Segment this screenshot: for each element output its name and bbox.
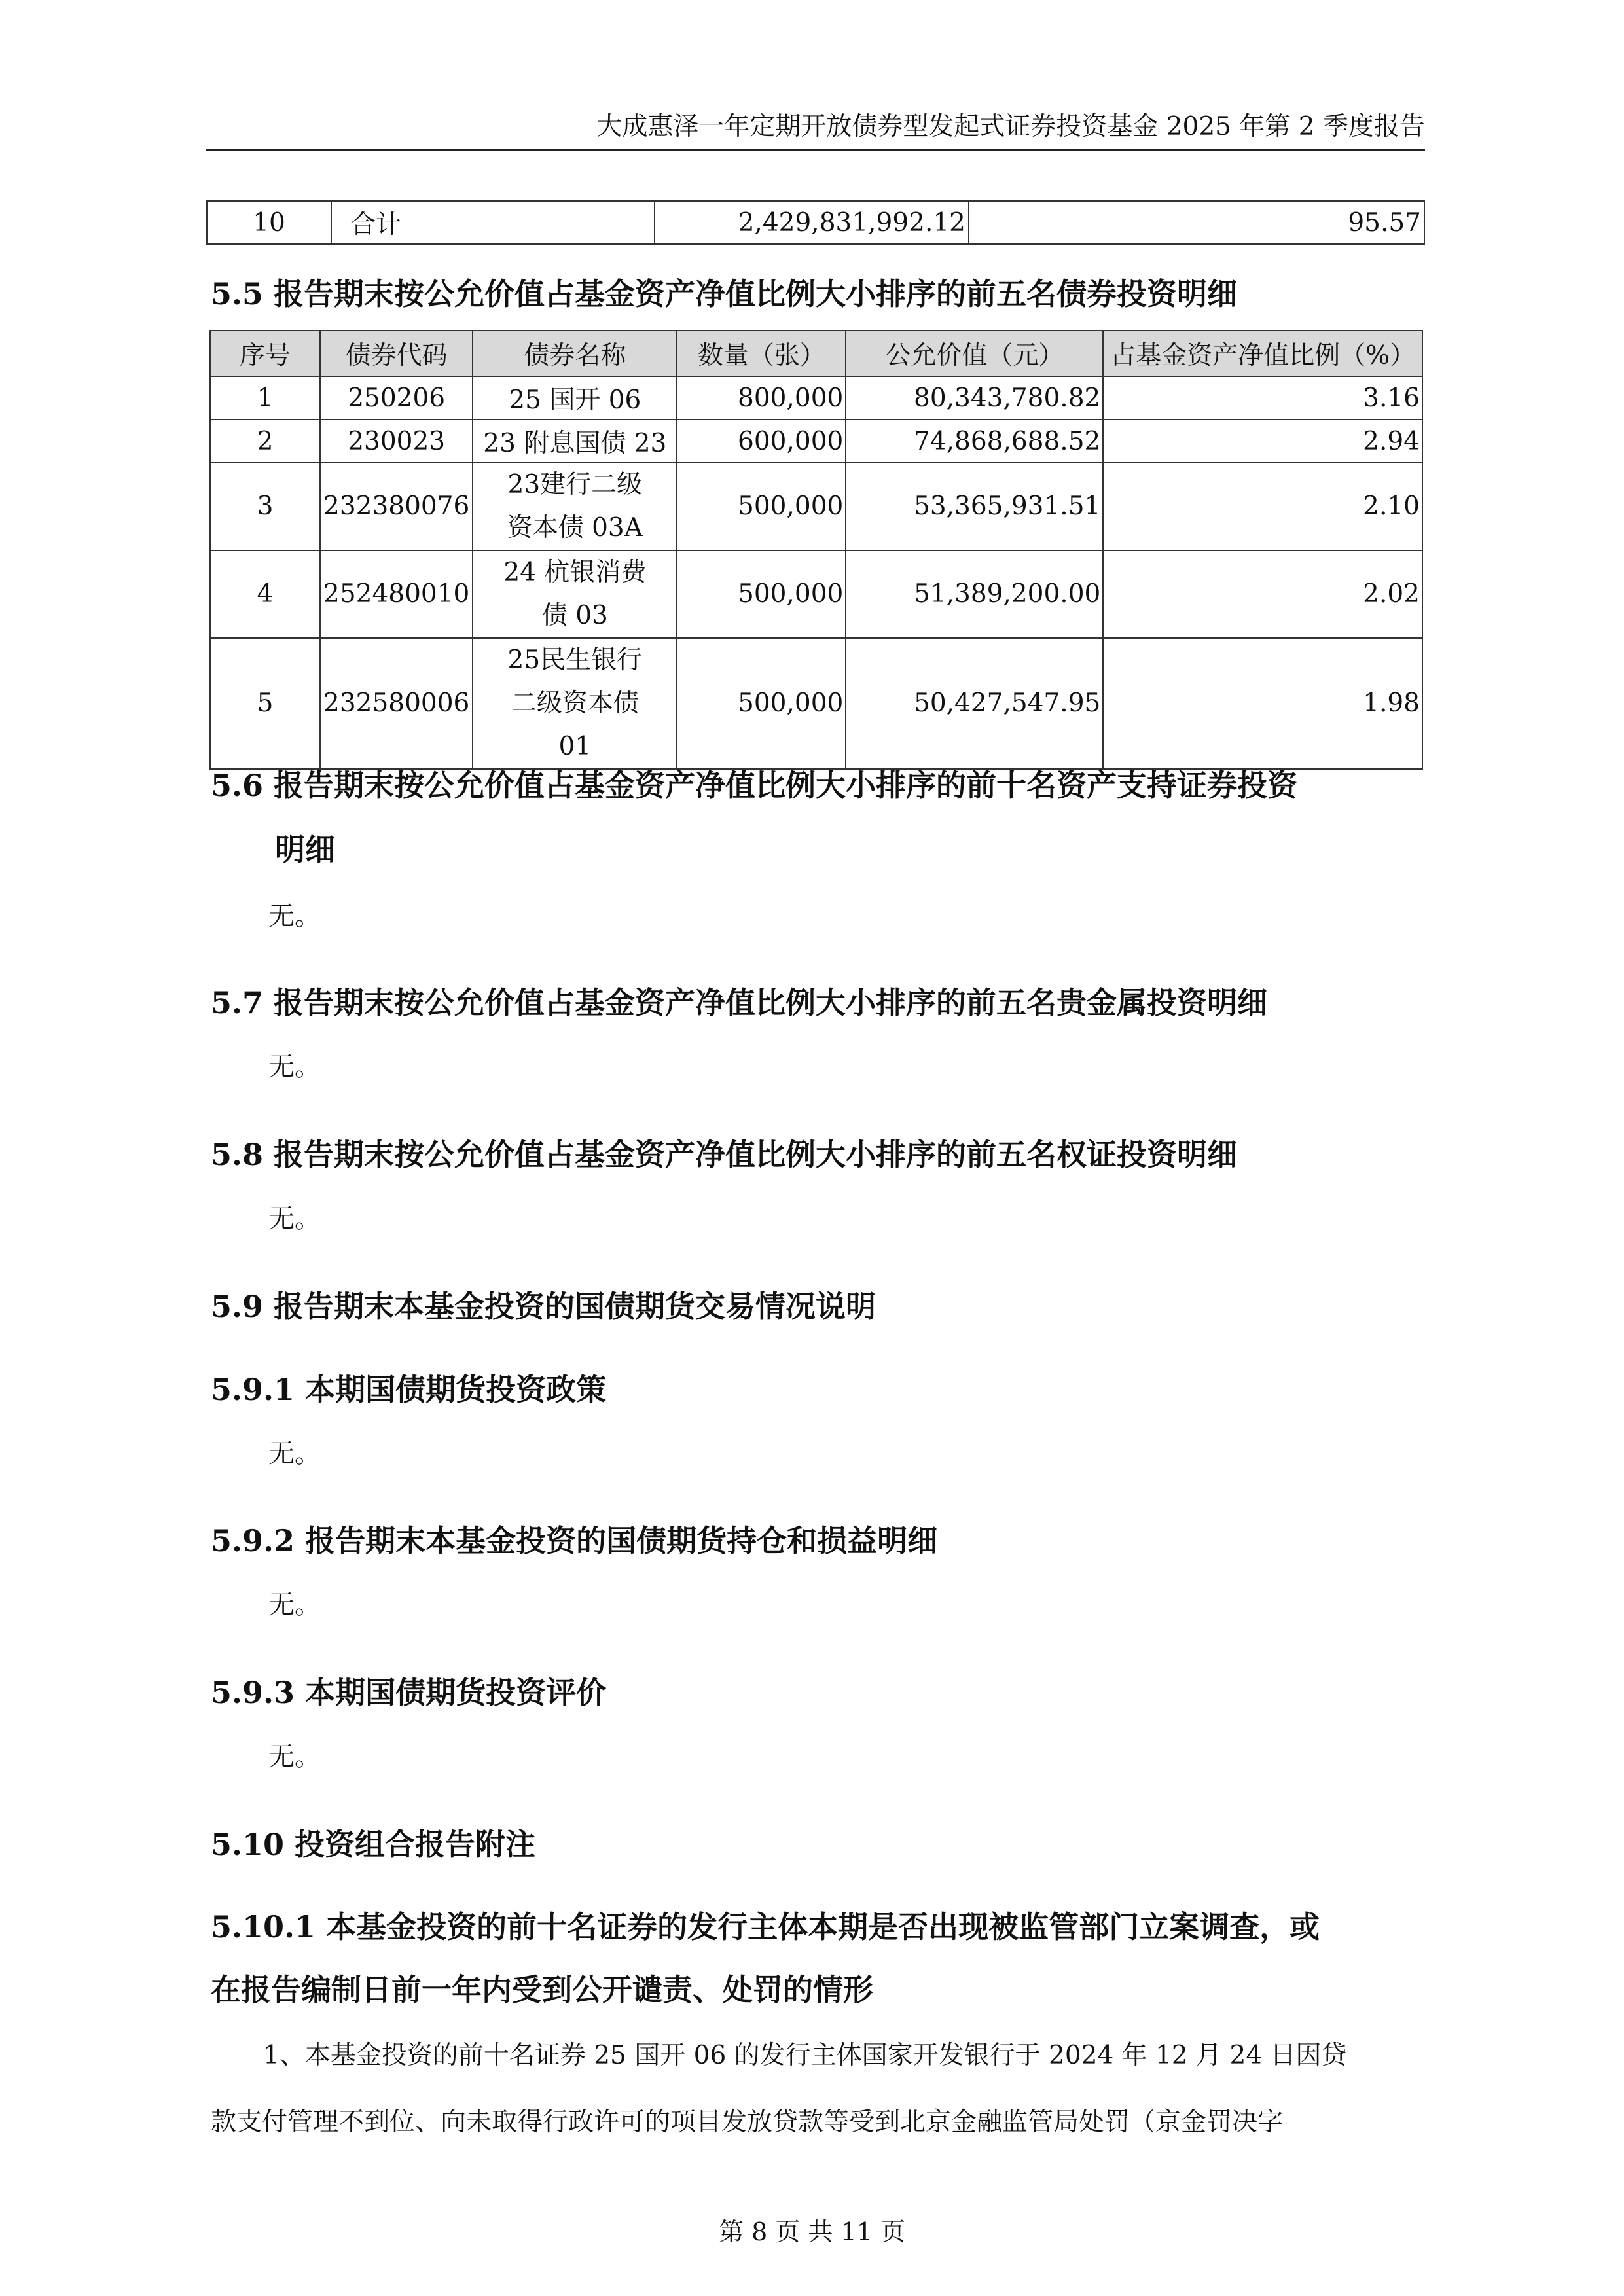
table-cell: 2.94: [1103, 420, 1422, 463]
table-cell: 2.10: [1103, 463, 1422, 550]
table-cell: 500,000: [677, 638, 846, 769]
table-cell: 50,427,547.95: [846, 638, 1103, 769]
table-row: [207, 201, 1424, 244]
section-5-10-1-paragraph-line-2: 款支付管理不到位、向未取得行政许可的项目发放贷款等受到北京金融监管局处罚（京金罚决字: [211, 2108, 1284, 2137]
table-cell: 25民生银行二级资本债 01: [473, 638, 677, 769]
page-number-footer: 第 8 页 共 11 页: [719, 2217, 905, 2246]
table-cell: 252480010: [320, 550, 473, 638]
top-five-bonds-table: [209, 330, 1423, 770]
column-header: 占基金资产净值比例（%）: [1103, 331, 1422, 376]
table-cell: 250206: [320, 376, 473, 420]
section-5-9-3-title: 5.9.3 本期国债期货投资评价: [211, 1675, 607, 1710]
section-5-10-1-paragraph-line-1: 1、本基金投资的前十名证券 25 国开 06 的发行主体国家开发银行于 2024 年 12 月 24 日因贷: [263, 2041, 1347, 2070]
table-cell: 25 国开 06: [473, 376, 677, 420]
table-cell: 10: [207, 201, 331, 244]
section-5-9-3-body: 无。: [268, 1742, 321, 1772]
table-cell: 232580006: [320, 638, 473, 769]
section-5-8-title: 5.8 报告期末按公允价值占基金资产净值比例大小排序的前五名权证投资明细: [211, 1137, 1238, 1172]
table-cell: 53,365,931.51: [846, 463, 1103, 550]
header-divider: [206, 149, 1425, 151]
section-5-7-title: 5.7 报告期末按公允价值占基金资产净值比例大小排序的前五名贵金属投资明细: [211, 985, 1268, 1020]
table-cell: 51,389,200.00: [846, 550, 1103, 638]
section-5-8-body: 无。: [268, 1204, 321, 1234]
table-header-row: [210, 331, 1422, 376]
report-header-title: 大成惠泽一年定期开放债券型发起式证券投资基金 2025 年第 2 季度报告: [596, 112, 1425, 141]
section-5-9-2-body: 无。: [268, 1590, 321, 1620]
section-5-6-body: 无。: [268, 901, 321, 931]
section-5-7-body: 无。: [268, 1052, 321, 1082]
table-cell: 2,429,831,992.12: [655, 201, 969, 244]
column-header: 公允价值（元）: [846, 331, 1103, 376]
section-5-10-1-title: 5.10.1 本基金投资的前十名证券的发行主体本期是否出现被监管部门立案调查，或: [211, 1909, 1320, 1945]
section-5-5-title: 5.5 报告期末按公允价值占基金资产净值比例大小排序的前五名债券投资明细: [211, 276, 1238, 312]
section-5-9-title: 5.9 报告期末本基金投资的国债期货交易情况说明: [211, 1289, 876, 1324]
table-cell: 4: [210, 550, 320, 638]
section-5-9-1-title: 5.9.1 本期国债期货投资政策: [211, 1372, 607, 1407]
table-cell: 23 附息国债 23: [473, 420, 677, 463]
table-cell: 500,000: [677, 463, 846, 550]
section-5-6-title-continued: 明细: [275, 832, 335, 867]
table-cell: 合计: [331, 201, 655, 244]
column-header: 序号: [210, 331, 320, 376]
section-5-6-title: 5.6 报告期末按公允价值占基金资产净值比例大小排序的前十名资产支持证券投资: [211, 768, 1298, 803]
section-5-9-1-body: 无。: [268, 1439, 321, 1469]
table-cell: 23建行二级资本债 03A: [473, 463, 677, 550]
table-cell: 5: [210, 638, 320, 769]
table-row: [210, 420, 1422, 463]
previous-table-total-row: [206, 200, 1425, 245]
table-cell: 230023: [320, 420, 473, 463]
table-cell: 1: [210, 376, 320, 420]
table-cell: 500,000: [677, 550, 846, 638]
table-row: [210, 376, 1422, 420]
table-cell: 24 杭银消费债 03: [473, 550, 677, 638]
table-row: [210, 463, 1422, 550]
table-row: [210, 638, 1422, 769]
table-row: [210, 550, 1422, 638]
table-cell: 2.02: [1103, 550, 1422, 638]
table-cell: 3.16: [1103, 376, 1422, 420]
column-header: 债券代码: [320, 331, 473, 376]
table-cell: 95.57: [969, 201, 1424, 244]
column-header: 债券名称: [473, 331, 677, 376]
table-cell: 1.98: [1103, 638, 1422, 769]
column-header: 数量（张）: [677, 331, 846, 376]
section-5-10-1-title-continued: 在报告编制日前一年内受到公开谴责、处罚的情形: [211, 1972, 873, 2007]
section-5-9-2-title: 5.9.2 报告期末本基金投资的国债期货持仓和损益明细: [211, 1523, 938, 1558]
table-cell: 80,343,780.82: [846, 376, 1103, 420]
table-cell: 600,000: [677, 420, 846, 463]
section-5-10-title: 5.10 投资组合报告附注: [211, 1827, 536, 1862]
table-cell: 74,868,688.52: [846, 420, 1103, 463]
table-cell: 800,000: [677, 376, 846, 420]
table-cell: 3: [210, 463, 320, 550]
table-cell: 232380076: [320, 463, 473, 550]
table-cell: 2: [210, 420, 320, 463]
